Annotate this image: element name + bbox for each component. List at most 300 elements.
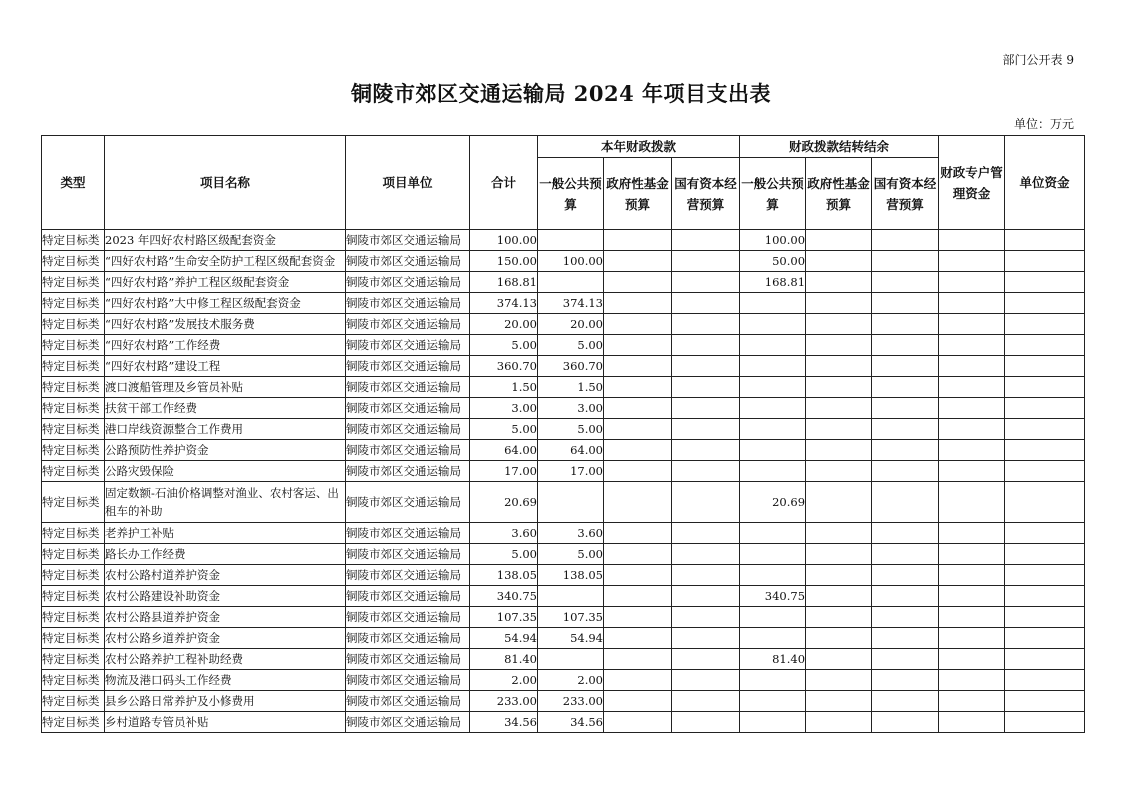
cell-special-account [939,440,1005,461]
cell-project-unit: 铜陵市郊区交通运输局 [346,356,470,377]
cell-co-state-capital-budget [872,440,939,461]
cell-special-account [939,586,1005,607]
header-special-account: 财政专户管理资金 [939,136,1005,230]
cell-co-general-budget [740,712,806,733]
cell-co-gov-fund-budget [806,523,872,544]
cell-cy-gov-fund-budget [604,293,672,314]
cell-total: 138.05 [470,565,538,586]
cell-cy-state-capital-budget [672,419,740,440]
cell-project-unit: 铜陵市郊区交通运输局 [346,335,470,356]
cell-cy-general-budget: 54.94 [538,628,604,649]
cell-cy-gov-fund-budget [604,419,672,440]
table-row [42,398,1085,419]
cell-cy-gov-fund-budget [604,230,672,251]
cell-co-general-budget [740,691,806,712]
cell-cy-gov-fund-budget [604,272,672,293]
cell-special-account [939,607,1005,628]
cell-project-unit: 铜陵市郊区交通运输局 [346,649,470,670]
cell-cy-general-budget [538,230,604,251]
cell-cy-gov-fund-budget [604,544,672,565]
cell-cy-gov-fund-budget [604,482,672,523]
table-body [42,230,1085,733]
header-project-name: 项目名称 [105,136,346,230]
cell-project-unit: 铜陵市郊区交通运输局 [346,419,470,440]
cell-co-state-capital-budget [872,293,939,314]
cell-total: 20.69 [470,482,538,523]
cell-co-general-budget: 168.81 [740,272,806,293]
cell-co-general-budget [740,419,806,440]
page-title: 铜陵市郊区交通运输局 2024 年项目支出表 [350,81,772,106]
cell-project-unit: 铜陵市郊区交通运输局 [346,440,470,461]
cell-cy-general-budget: 17.00 [538,461,604,482]
cell-type: 特定目标类 [42,272,105,293]
table-row [42,356,1085,377]
cell-cy-general-budget [538,649,604,670]
cell-cy-general-budget: 100.00 [538,251,604,272]
cell-total: 168.81 [470,272,538,293]
cell-special-account [939,251,1005,272]
cell-cy-general-budget: 3.00 [538,398,604,419]
cell-cy-gov-fund-budget [604,251,672,272]
cell-total: 233.00 [470,691,538,712]
cell-co-state-capital-budget [872,628,939,649]
cell-type: 特定目标类 [42,293,105,314]
cell-cy-general-budget [538,586,604,607]
cell-type: 特定目标类 [42,398,105,419]
cell-type: 特定目标类 [42,586,105,607]
cell-project-name: 农村公路乡道养护资金 [105,628,346,649]
cell-cy-gov-fund-budget [604,565,672,586]
cell-special-account [939,649,1005,670]
header-co-gov-fund-budget: 政府性基金预算 [806,158,872,230]
cell-cy-state-capital-budget [672,544,740,565]
cell-special-account [939,293,1005,314]
cell-type: 特定目标类 [42,628,105,649]
table-row [42,377,1085,398]
cell-unit-funds [1005,272,1085,293]
cell-special-account [939,272,1005,293]
cell-cy-state-capital-budget [672,356,740,377]
cell-co-general-budget [740,356,806,377]
cell-co-state-capital-budget [872,565,939,586]
cell-co-state-capital-budget [872,251,939,272]
cell-cy-gov-fund-budget [604,607,672,628]
cell-co-gov-fund-budget [806,649,872,670]
cell-total: 5.00 [470,335,538,356]
cell-co-state-capital-budget [872,523,939,544]
cell-cy-state-capital-budget [672,251,740,272]
table-row [42,586,1085,607]
cell-co-gov-fund-budget [806,377,872,398]
table-row [42,314,1085,335]
cell-total: 5.00 [470,419,538,440]
cell-cy-gov-fund-budget [604,523,672,544]
cell-cy-gov-fund-budget [604,335,672,356]
cell-co-gov-fund-budget [806,544,872,565]
header-cy-general-budget: 一般公共预算 [538,158,604,230]
cell-cy-general-budget: 5.00 [538,419,604,440]
cell-type: 特定目标类 [42,377,105,398]
cell-unit-funds [1005,356,1085,377]
cell-unit-funds [1005,607,1085,628]
cell-project-name: “四好农村路”发展技术服务费 [105,314,346,335]
cell-project-name: 农村公路县道养护资金 [105,607,346,628]
cell-cy-gov-fund-budget [604,691,672,712]
cell-project-unit: 铜陵市郊区交通运输局 [346,712,470,733]
cell-special-account [939,670,1005,691]
cell-special-account [939,335,1005,356]
cell-type: 特定目标类 [42,461,105,482]
cell-special-account [939,691,1005,712]
cell-project-unit: 铜陵市郊区交通运输局 [346,607,470,628]
cell-co-gov-fund-budget [806,440,872,461]
cell-project-name: 渡口渡船管理及乡管员补贴 [105,377,346,398]
cell-cy-general-budget: 2.00 [538,670,604,691]
cell-project-name: 老养护工补贴 [105,523,346,544]
cell-type: 特定目标类 [42,565,105,586]
cell-unit-funds [1005,314,1085,335]
header-carryover-group: 财政拨款结转结余 [740,136,939,158]
cell-cy-gov-fund-budget [604,440,672,461]
cell-co-state-capital-budget [872,670,939,691]
header-project-unit: 项目单位 [346,136,470,230]
cell-cy-general-budget [538,272,604,293]
cell-cy-general-budget [538,482,604,523]
cell-cy-state-capital-budget [672,565,740,586]
cell-type: 特定目标类 [42,251,105,272]
cell-cy-gov-fund-budget [604,649,672,670]
cell-type: 特定目标类 [42,523,105,544]
cell-project-name: 物流及港口码头工作经费 [105,670,346,691]
cell-total: 5.00 [470,544,538,565]
cell-project-unit: 铜陵市郊区交通运输局 [346,482,470,523]
cell-co-general-budget [740,461,806,482]
cell-co-state-capital-budget [872,356,939,377]
cell-co-gov-fund-budget [806,293,872,314]
cell-total: 54.94 [470,628,538,649]
cell-type: 特定目标类 [42,544,105,565]
cell-project-name: 路长办工作经费 [105,544,346,565]
cell-total: 150.00 [470,251,538,272]
cell-co-general-budget [740,628,806,649]
cell-co-state-capital-budget [872,377,939,398]
cell-unit-funds [1005,712,1085,733]
cell-cy-state-capital-budget [672,712,740,733]
table-row [42,649,1085,670]
cell-total: 340.75 [470,586,538,607]
header-cy-state-capital-budget: 国有资本经营预算 [672,158,740,230]
cell-project-unit: 铜陵市郊区交通运输局 [346,523,470,544]
cell-total: 20.00 [470,314,538,335]
cell-project-name: “四好农村路”生命安全防护工程区级配套资金 [105,251,346,272]
cell-cy-state-capital-budget [672,628,740,649]
cell-cy-state-capital-budget [672,523,740,544]
cell-co-state-capital-budget [872,691,939,712]
cell-co-state-capital-budget [872,461,939,482]
cell-cy-state-capital-budget [672,440,740,461]
cell-cy-general-budget: 233.00 [538,691,604,712]
cell-special-account [939,398,1005,419]
cell-unit-funds [1005,293,1085,314]
cell-unit-funds [1005,335,1085,356]
table-row [42,628,1085,649]
cell-co-state-capital-budget [872,314,939,335]
cell-total: 374.13 [470,293,538,314]
cell-co-gov-fund-budget [806,419,872,440]
cell-cy-state-capital-budget [672,398,740,419]
table-row [42,670,1085,691]
cell-project-unit: 铜陵市郊区交通运输局 [346,251,470,272]
cell-total: 107.35 [470,607,538,628]
cell-cy-general-budget: 1.50 [538,377,604,398]
cell-special-account [939,523,1005,544]
cell-co-state-capital-budget [872,586,939,607]
cell-cy-state-capital-budget [672,377,740,398]
cell-project-unit: 铜陵市郊区交通运输局 [346,544,470,565]
cell-project-unit: 铜陵市郊区交通运输局 [346,461,470,482]
cell-project-unit: 铜陵市郊区交通运输局 [346,398,470,419]
cell-project-unit: 铜陵市郊区交通运输局 [346,272,470,293]
cell-special-account [939,419,1005,440]
cell-co-gov-fund-budget [806,398,872,419]
cell-co-gov-fund-budget [806,670,872,691]
cell-type: 特定目标类 [42,440,105,461]
cell-co-general-budget: 81.40 [740,649,806,670]
cell-total: 100.00 [470,230,538,251]
cell-co-general-budget: 50.00 [740,251,806,272]
table-row [42,419,1085,440]
table-row [42,523,1085,544]
cell-cy-general-budget: 374.13 [538,293,604,314]
cell-type: 特定目标类 [42,712,105,733]
cell-cy-gov-fund-budget [604,628,672,649]
cell-co-general-budget [740,440,806,461]
cell-total: 81.40 [470,649,538,670]
cell-cy-state-capital-budget [672,230,740,251]
header-co-general-budget: 一般公共预算 [740,158,806,230]
cell-project-name: 2023 年四好农村路区级配套资金 [105,230,346,251]
cell-project-unit: 铜陵市郊区交通运输局 [346,314,470,335]
project-expenditure-table [41,135,1085,733]
cell-cy-general-budget: 3.60 [538,523,604,544]
cell-cy-state-capital-budget [672,314,740,335]
cell-unit-funds [1005,544,1085,565]
cell-cy-state-capital-budget [672,482,740,523]
page-label: 部门公开表 9 [1002,53,1074,67]
cell-type: 特定目标类 [42,419,105,440]
cell-cy-gov-fund-budget [604,461,672,482]
cell-unit-funds [1005,377,1085,398]
cell-co-gov-fund-budget [806,251,872,272]
cell-project-name: 扶贫干部工作经费 [105,398,346,419]
cell-cy-gov-fund-budget [604,398,672,419]
cell-co-gov-fund-budget [806,230,872,251]
cell-co-general-budget [740,314,806,335]
cell-type: 特定目标类 [42,670,105,691]
cell-project-name: 县乡公路日常养护及小修费用 [105,691,346,712]
cell-total: 17.00 [470,461,538,482]
cell-project-name: 固定数额-石油价格调整对渔业、农村客运、出租车的补助 [105,482,346,523]
table-row [42,607,1085,628]
cell-project-name: 农村公路建设补助资金 [105,586,346,607]
cell-co-state-capital-budget [872,649,939,670]
cell-co-general-budget [740,335,806,356]
cell-cy-general-budget: 5.00 [538,544,604,565]
cell-project-name: 港口岸线资源整合工作费用 [105,419,346,440]
cell-cy-state-capital-budget [672,335,740,356]
cell-special-account [939,356,1005,377]
cell-cy-state-capital-budget [672,461,740,482]
cell-co-general-budget [740,293,806,314]
cell-cy-gov-fund-budget [604,586,672,607]
cell-type: 特定目标类 [42,649,105,670]
cell-project-name: “四好农村路”工作经费 [105,335,346,356]
cell-project-unit: 铜陵市郊区交通运输局 [346,670,470,691]
cell-cy-gov-fund-budget [604,712,672,733]
cell-cy-general-budget: 34.56 [538,712,604,733]
header-co-state-capital-budget: 国有资本经营预算 [872,158,939,230]
cell-cy-state-capital-budget [672,691,740,712]
cell-cy-general-budget: 360.70 [538,356,604,377]
header-cy-gov-fund-budget: 政府性基金预算 [604,158,672,230]
cell-project-name: 乡村道路专管员补贴 [105,712,346,733]
cell-unit-funds [1005,440,1085,461]
cell-cy-gov-fund-budget [604,356,672,377]
cell-project-unit: 铜陵市郊区交通运输局 [346,628,470,649]
cell-co-gov-fund-budget [806,335,872,356]
cell-unit-funds [1005,628,1085,649]
cell-total: 34.56 [470,712,538,733]
cell-co-state-capital-budget [872,419,939,440]
cell-project-name: 农村公路村道养护资金 [105,565,346,586]
cell-co-general-budget [740,670,806,691]
cell-total: 1.50 [470,377,538,398]
cell-unit-funds [1005,461,1085,482]
cell-co-state-capital-budget [872,272,939,293]
cell-co-state-capital-budget [872,712,939,733]
cell-co-gov-fund-budget [806,356,872,377]
cell-project-name: “四好农村路”大中修工程区级配套资金 [105,293,346,314]
cell-total: 3.60 [470,523,538,544]
header-current-year-group: 本年财政拨款 [538,136,740,158]
cell-type: 特定目标类 [42,691,105,712]
cell-co-gov-fund-budget [806,565,872,586]
cell-special-account [939,482,1005,523]
cell-total: 64.00 [470,440,538,461]
cell-co-gov-fund-budget [806,314,872,335]
cell-special-account [939,461,1005,482]
cell-type: 特定目标类 [42,607,105,628]
table-row [42,293,1085,314]
cell-project-name: “四好农村路”建设工程 [105,356,346,377]
table-row [42,544,1085,565]
cell-unit-funds [1005,586,1085,607]
cell-unit-funds [1005,691,1085,712]
cell-total: 3.00 [470,398,538,419]
header-total: 合计 [470,136,538,230]
cell-co-gov-fund-budget [806,712,872,733]
cell-co-state-capital-budget [872,398,939,419]
cell-project-unit: 铜陵市郊区交通运输局 [346,230,470,251]
cell-project-unit: 铜陵市郊区交通运输局 [346,377,470,398]
cell-project-name: “四好农村路”养护工程区级配套资金 [105,272,346,293]
cell-special-account [939,544,1005,565]
cell-special-account [939,314,1005,335]
cell-project-name: 公路灾毁保险 [105,461,346,482]
table-row [42,712,1085,733]
cell-co-general-budget [740,565,806,586]
table-row [42,272,1085,293]
cell-cy-general-budget: 138.05 [538,565,604,586]
cell-type: 特定目标类 [42,482,105,523]
cell-co-gov-fund-budget [806,691,872,712]
cell-co-gov-fund-budget [806,628,872,649]
cell-special-account [939,628,1005,649]
cell-unit-funds [1005,565,1085,586]
table-row [42,691,1085,712]
cell-project-unit: 铜陵市郊区交通运输局 [346,293,470,314]
cell-total: 360.70 [470,356,538,377]
cell-project-unit: 铜陵市郊区交通运输局 [346,565,470,586]
cell-cy-general-budget: 107.35 [538,607,604,628]
cell-co-general-budget: 340.75 [740,586,806,607]
cell-cy-general-budget: 64.00 [538,440,604,461]
cell-co-gov-fund-budget [806,482,872,523]
cell-cy-state-capital-budget [672,649,740,670]
cell-cy-gov-fund-budget [604,377,672,398]
header-type: 类型 [42,136,105,230]
table-row [42,230,1085,251]
table-row [42,482,1085,523]
cell-type: 特定目标类 [42,356,105,377]
cell-co-state-capital-budget [872,482,939,523]
cell-co-general-budget: 100.00 [740,230,806,251]
cell-co-general-budget [740,377,806,398]
cell-unit-funds [1005,649,1085,670]
cell-co-state-capital-budget [872,544,939,565]
cell-special-account [939,712,1005,733]
cell-co-state-capital-budget [872,230,939,251]
cell-co-gov-fund-budget [806,461,872,482]
cell-total: 2.00 [470,670,538,691]
cell-project-unit: 铜陵市郊区交通运输局 [346,691,470,712]
cell-project-unit: 铜陵市郊区交通运输局 [346,586,470,607]
cell-cy-state-capital-budget [672,607,740,628]
cell-co-state-capital-budget [872,607,939,628]
cell-unit-funds [1005,419,1085,440]
cell-cy-general-budget: 20.00 [538,314,604,335]
table-row [42,565,1085,586]
cell-unit-funds [1005,398,1085,419]
cell-co-general-budget [740,607,806,628]
cell-cy-gov-fund-budget [604,670,672,691]
cell-type: 特定目标类 [42,314,105,335]
cell-cy-state-capital-budget [672,586,740,607]
table-row [42,251,1085,272]
cell-unit-funds [1005,523,1085,544]
cell-co-gov-fund-budget [806,272,872,293]
cell-co-gov-fund-budget [806,586,872,607]
table-row [42,335,1085,356]
cell-cy-state-capital-budget [672,293,740,314]
cell-co-general-budget [740,398,806,419]
cell-co-general-budget: 20.69 [740,482,806,523]
cell-co-gov-fund-budget [806,607,872,628]
cell-type: 特定目标类 [42,335,105,356]
cell-unit-funds [1005,251,1085,272]
cell-special-account [939,565,1005,586]
cell-cy-state-capital-budget [672,272,740,293]
